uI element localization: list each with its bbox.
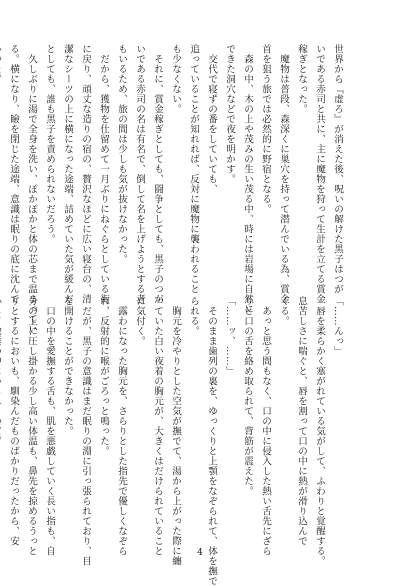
text-column: あっと思う間もなく、口の中に侵入した熱い舌先にざら [260,296,271,556]
text-column: 交代で寝ずの番をしていても、 [206,44,217,194]
text-column: に気付く。 [134,296,145,346]
text-column: だから、獲物を仕留めて一月ぶりにねぐらとしている街 [98,44,109,304]
text-column: 首を狙う旅では必然的に野宿となる。 [260,44,271,214]
text-column: りと口の舌を絡め取られて、背筋が震えた。 [242,296,253,496]
text-column: 「……ッ、……」 [224,296,235,376]
text-column: も少なくない。 [170,44,181,114]
text-column: 唇を柔らかく塞がれている気がして、ふわりと覚醒する。 [314,296,325,566]
text-column: 潔なシーツの上に横になった途端、詰めていた気が緩んだ [62,44,73,304]
text-column: 胸元を冷やりとした空気が撫でて、湯から上がった際に纏 [170,296,181,566]
text-column: 息苦しさに喘ぐと、唇を割って口の中に熱が滑り込んで [296,296,307,546]
text-column: られる。 [188,296,199,336]
text-column: っていた白い夜着の胸元が、大きくはだけられていること [152,296,163,556]
text-column: 久しぶりに湯で全身を洗い、ぽかぽかと体の芯まで温まってい [26,44,37,334]
text-column: 「……んっ」 [332,296,343,356]
text-column: もいるため、旅の間は少しも気が抜けなかった。 [116,44,127,264]
text-column: くる。 [278,296,289,326]
text-column: としても、誰も黒子を責められないだろう。 [44,44,55,244]
text-column: 口の中を愛撫する舌も、肌を悪戯していく長い指も、自 [44,296,55,556]
text-column: できた洞穴などで夜を明かす。 [224,44,235,184]
text-column: 追っていることが知れれば、反対に魔物に襲われること [188,44,199,294]
text-column: に戻り、頑丈な造りの宿の、贅沢なほどに広い寝台の、清 [80,44,91,304]
lower-text-block [8,296,346,586]
page-number: 4 [197,548,203,558]
text-column: を開けることができなかった。 [62,296,73,436]
text-column: 分の上に圧し掛かる少し高い体温も、鼻先を掠めるうっと [26,296,37,556]
text-column: それに、賞金稼ぎとしても、闘争としても、黒子のつが [152,44,163,304]
text-column: れ、反射的に喉がごろっと鳴った。 [98,296,109,456]
text-column: りとするにおいも、馴染んだものばかりだったから、安 [8,296,19,546]
text-column: いである赤司と共に、主に魔物を狩って生計を立てる賞金 [314,44,325,304]
text-column: 露わになった胸元を、さらりとした指先で優しくなぞら [116,296,127,556]
text-column: 森の中、木の上や茂みの生い茂る中、時には岩場に自然に [242,44,253,314]
text-column: そのまま歯列の裏を、ゆっくりと上顎をなぞられて、体を撫で [206,296,217,586]
text-column: いである赤司の名は有名で、倒して名を上げようとする者 [134,44,145,304]
text-column: だが、黒子の意識はまだ眠りの淵に引っ張られており、目 [80,296,91,566]
text-column: 世界から『虚ろ』が消えた後、呪いの解けた黒子はつが [332,44,343,294]
text-column: 稼ぎとなった。 [296,44,307,114]
text-column: る。横になり、瞼を閉じた途端、意識は眠りの底に沈んで [8,44,19,304]
text-column: 魔物は普段、森深くに巣穴を持って潜んでいる為、賞金 [278,44,289,304]
